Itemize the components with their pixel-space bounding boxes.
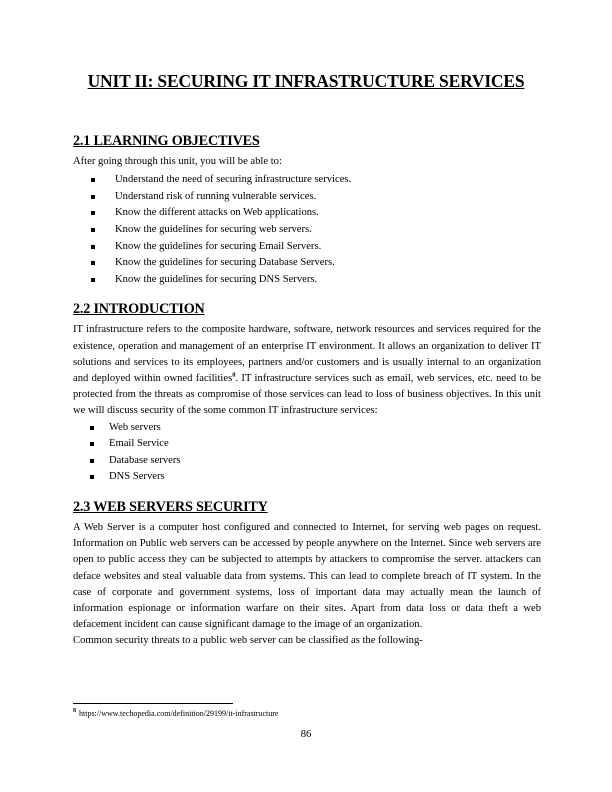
footnote-divider [73,703,233,704]
list-item: Understand risk of running vulnerable services. [73,189,541,206]
list-item: Web servers [73,420,541,437]
list-item: Understand the need of securing infrastructure services. [73,172,541,189]
page-number: 86 [300,729,312,740]
section-learning-objectives [73,132,541,288]
footnote-number: 8 [73,708,76,715]
page-content [73,132,541,650]
list-item: Know the guidelines for securing Email Servers. [73,239,541,256]
list-item: DNS Servers [73,469,541,486]
web-servers-threats-intro: Common security threats to a public web server can be classified as the following- [73,635,423,647]
section-heading-introduction: 2.2 INTRODUCTION [73,301,205,318]
section-heading-web-servers-security: 2.3 WEB SERVERS SECURITY [73,498,268,515]
introduction-text-part1: IT infrastructure refers to the composite hardware, software, network resources and services required for the existence, operation and management of an enterprise IT environment. It allows an organization to deliver IT solutions and services to its employees, partners and/or customers and is usually internal to an organization and deployed within owned facilities [73,324,541,384]
list-item: Database servers [73,453,541,470]
introduction-paragraph [73,322,541,419]
infrastructure-services-list [73,420,541,486]
section-heading-learning-objectives: 2.1 LEARNING OBJECTIVES [73,133,260,149]
introduction-text-part2: . IT infrastructure services such as email, web services, etc. need to be protected from the threats as compromise of those services can lead to loss of business objectives. In this unit we will discuss security of the some common IT infrastructure services: [73,372,541,417]
learning-objectives-list [73,172,541,288]
list-item: Know the guidelines for securing Database Servers. [73,255,541,272]
footnote-reference[interactable]: 8 [232,371,236,379]
unit-title: UNIT II: SECURING IT INFRASTRUCTURE SERVICES [87,71,525,91]
learning-objectives-intro: After going through this unit, you will be able to: [73,156,282,167]
section-web-servers-security [73,498,541,650]
footnote-link[interactable]: https://www.techopedia.com/definition/29199/it-infrastructure [79,709,279,718]
list-item: Email Service [73,436,541,453]
list-item: Know the guidelines for securing DNS Servers. [73,272,541,289]
list-item: Know the guidelines for securing web servers. [73,222,541,239]
web-servers-paragraph: A Web Server is a computer host configured and connected to Internet, for serving web pages on request. Information on Public web servers can be accessed by people anywhere on the Internet. Since web servers are open to public access they can be subjected to attempts by attackers to compromise the server. attackers can deface websites and steal valuable data from systems. This can lead to complete breach of IT system. In the case of corporate and government systems, loss of important data may actually mean the launch of information espionage or information warfare on their sites. Apart from data loss or data theft a web defacement incident can cause significant damage to the image of an organization. [73,521,541,631]
section-introduction [73,300,541,486]
footnote [73,708,278,720]
list-item: Know the different attacks on Web applications. [73,205,541,222]
